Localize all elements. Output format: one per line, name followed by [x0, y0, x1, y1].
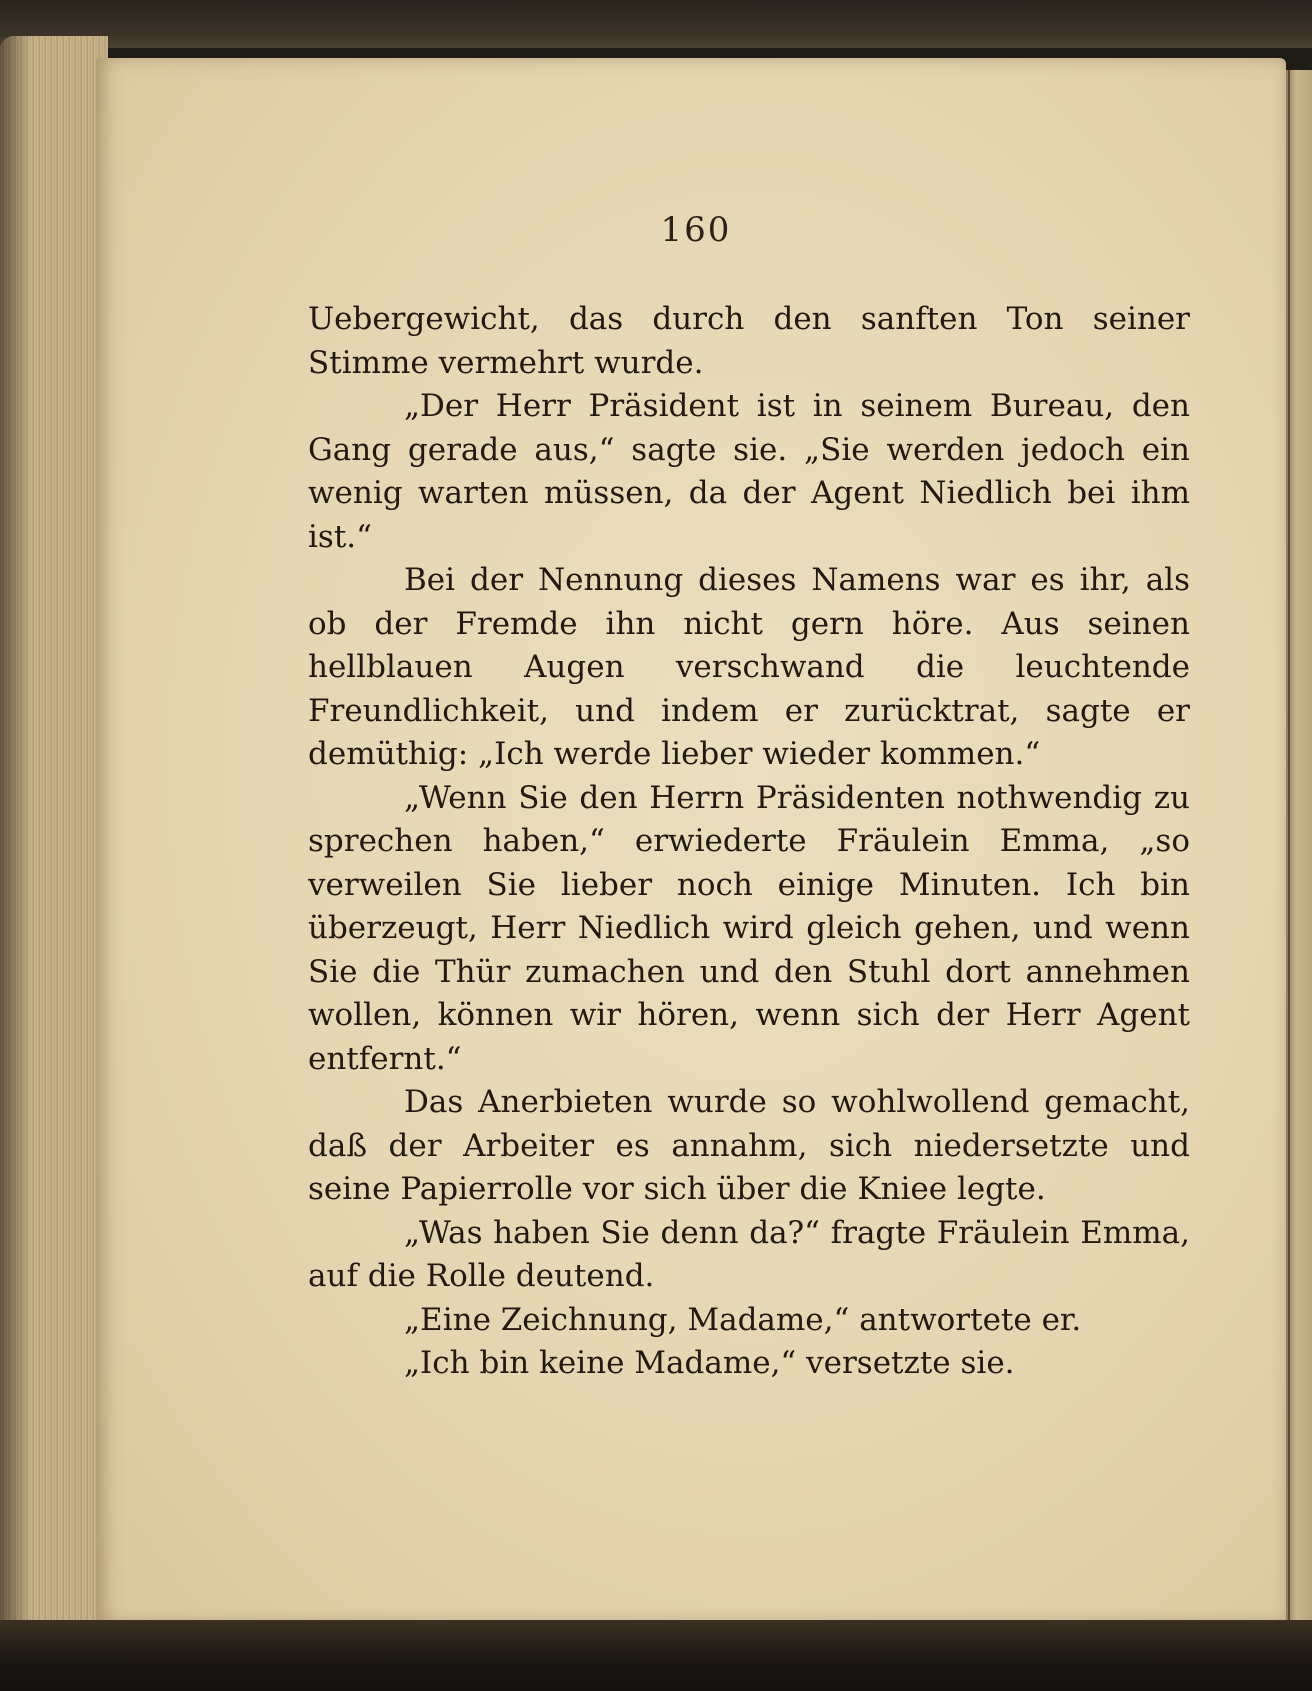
- paragraph: „Der Herr Präsident ist in seinem Bureau, den Gang gerade aus,“ sagte sie. „Sie werden jedoch ein wenig warten müssen, da der Agent Niedlich bei ihm ist.“: [308, 388, 1190, 555]
- paragraph: „Wenn Sie den Herrn Präsidenten nothwendig zu sprechen haben,“ erwiederte Fräulein Emma, „so verweilen Sie lieber noch einige Minuten. Ich bin überzeugt, Herr Niedlich wird gleich gehen, und wenn Sie die Thür zumachen und den Stuhl dort annehmen wollen, können wir hören, wenn sich der Herr Agent entfernt.“: [308, 779, 1190, 1077]
- body-text: [308, 298, 1190, 1386]
- paragraph: Uebergewicht, das durch den sanften Ton seiner Stimme vermehrt wurde.: [308, 301, 1190, 381]
- paragraph: Das Anerbieten wurde so wohlwollend gemacht, daß der Arbeiter es annahm, sich niedersetzte und seine Papierrolle vor sich über die Kniee legte.: [308, 1084, 1190, 1207]
- page-edges-shadow: [0, 36, 30, 1636]
- paragraph: „Was haben Sie denn da?“ fragte Fräulein Emma, auf die Rolle deutend.: [308, 1214, 1190, 1294]
- paragraph: Bei der Nennung dieses Namens war es ihr, als ob der Fremde ihn nicht gern höre. Aus seinen hellblauen Augen verschwand die leuchtende Freundlichkeit, und indem er zurücktrat, sagte er demüthig: „Ich werde lieber wieder kommen.“: [308, 562, 1190, 772]
- gutter-line: [1288, 70, 1290, 1630]
- paragraph: „Ich bin keine Madame,“ versetzte sie.: [404, 1345, 1015, 1381]
- page-number: 160: [660, 210, 732, 250]
- paragraph: „Eine Zeichnung, Madame,“ antwortete er.: [404, 1301, 1082, 1338]
- book-cover-top: [0, 0, 1312, 48]
- book-cover-bottom: [0, 1620, 1312, 1691]
